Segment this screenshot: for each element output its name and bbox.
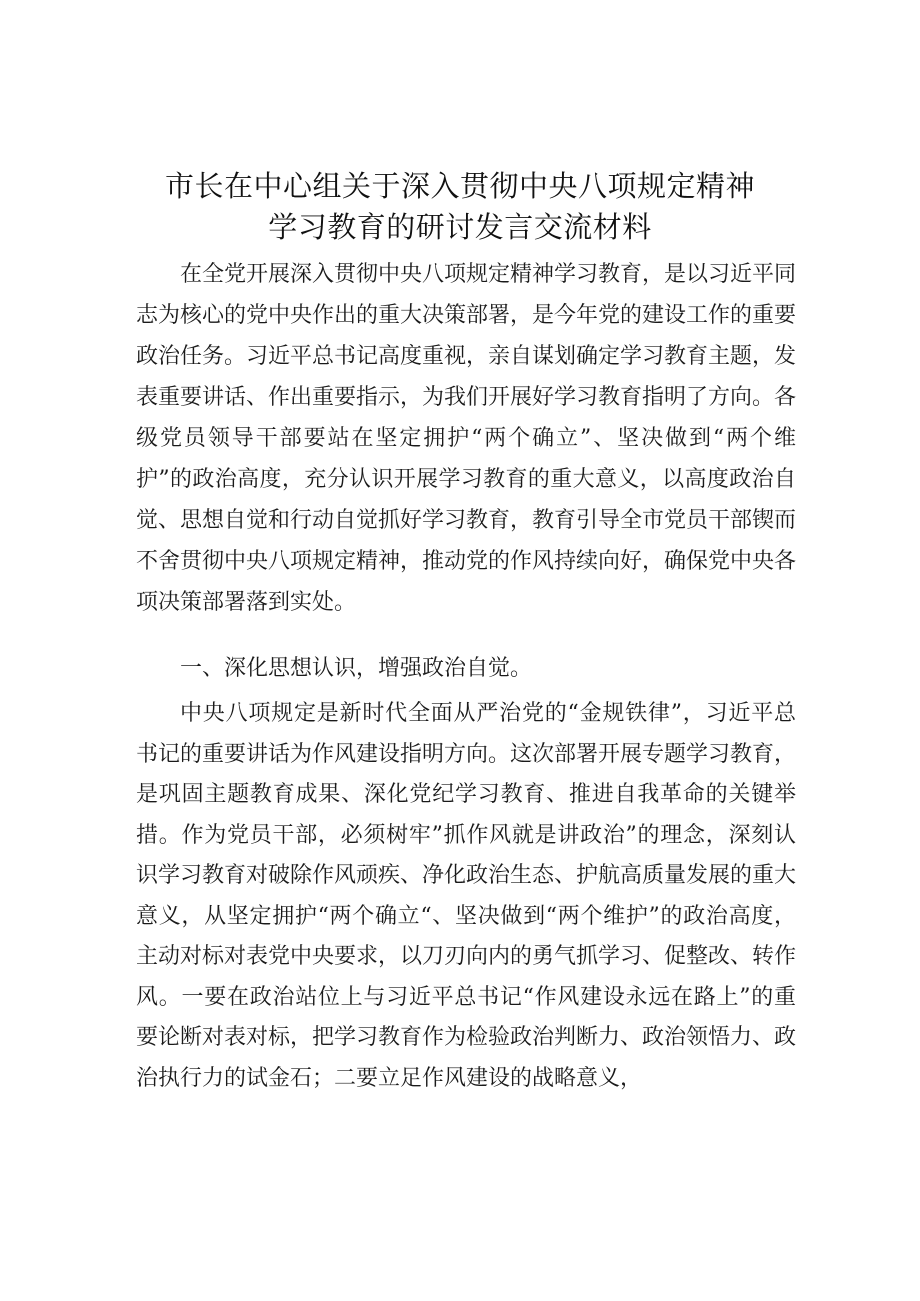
document-title-line-2: 学习教育的研讨发言交流材料	[268, 210, 652, 244]
section-1-heading: 一、深化思想认识，增强政治自觉。	[180, 656, 533, 681]
section-1-paragraph: 中央八项规定是新时代全面从严治党的“金规铁律”，习近平总书记的重要讲话为作风建设指明方向。这次部署开展专题学习教育，是巩固主题教育成果、深化党纪学习教育、推进自我革命的关键举措。作为党员干部，必须树牢”抓作风就是讲政治”的理念，深刻认识学习教育对破除作风顽疾、净化政治生态、护航高质量发展的重大意义，从坚定拥护“两个确立“、坚决做到“两个维护”的政治高度，主动对标对表党中央要求，以刀刃向内的勇气抓学习、促整改、转作风。一要在政治站位上与习近平总书记“作风建设永远在路上”的重要论断对表对标，把学习教育作为检验政治判断力、政治领悟力、政治执行力的试金石；二要立足作风建设的战略意义，	[136, 701, 797, 1091]
intro-paragraph: 在全党开展深入贯彻中央八项规定精神学习教育，是以习近平同志为核心的党中央作出的重大决策部署，是今年党的建设工作的重要政治任务。习近平总书记高度重视，亲自谋划确定学习教育主题，发表重要讲话、作出重要指示，为我们开展好学习教育指明了方向。各级党员领导干部要站在坚定拥护“两个确立”、坚决做到“两个维护”的政治高度，充分认识开展学习教育的重大意义，以高度政治自觉、思想自觉和行动自觉抓好学习教育，教育引导全市党员干部锲而不舍贯彻中央八项规定精神，推动党的作风持续向好，确保党中央各项决策部署落到实处。	[136, 262, 797, 615]
document-title-line-1: 市长在中心组关于深入贯彻中央八项规定精神	[164, 169, 755, 203]
